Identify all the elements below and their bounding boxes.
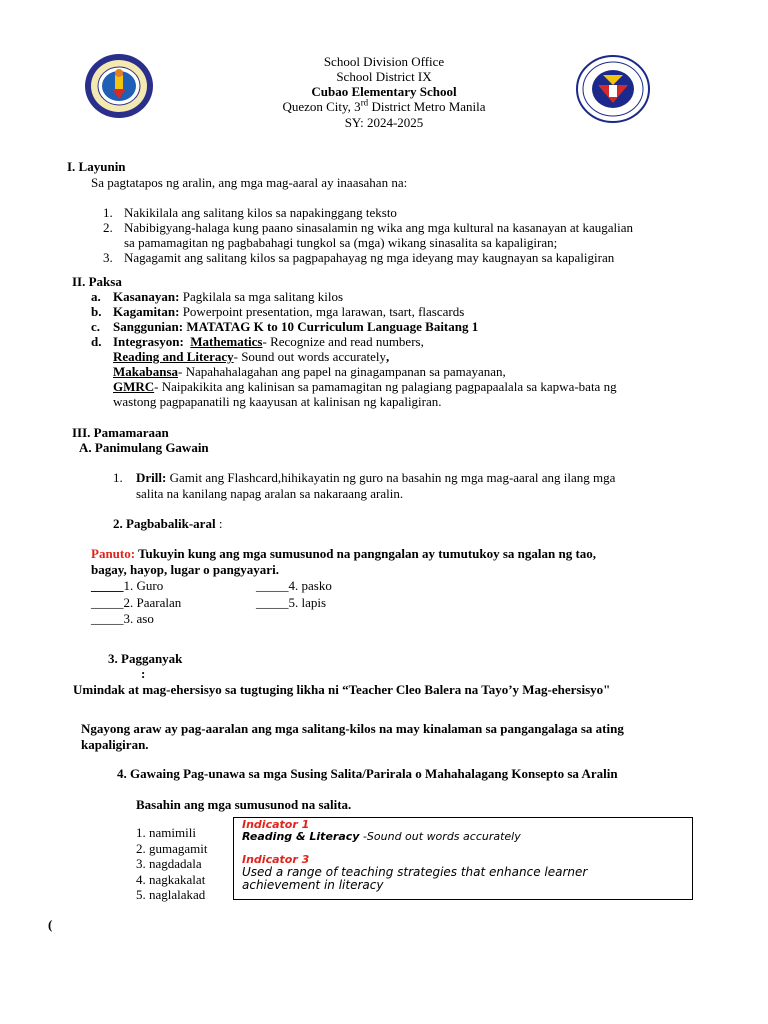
layunin-item-text: Nagagamit ang salitang kilos sa pagpapahayag ng mga ideyang may kaugnayan sa kapaligiran bbox=[124, 250, 615, 265]
layunin-item-text: Nabibigyang-halaga kung paano sinasalamin ng wika ang mga kultural na kasanayan at kaugalian bbox=[124, 220, 633, 235]
layunin-item-number: 3. bbox=[103, 250, 113, 265]
ngayong-text-cont: kapaligiran. bbox=[81, 737, 149, 752]
answer-item-pasko: _____4. pasko bbox=[256, 578, 332, 593]
paksa-sanggunian: Sanggunian: MATATAG K to 10 Curriculum Language Baitang 1 bbox=[113, 319, 479, 334]
pagganyak-colon: : bbox=[141, 666, 146, 681]
word-list-item: 2. gumagamit bbox=[136, 841, 208, 856]
paksa-integrasyon-reading: Reading and Literacy- Sound out words accurately, bbox=[113, 349, 390, 364]
answer-item-lapis: _____5. lapis bbox=[256, 595, 327, 610]
drill-text: Drill: Gamit ang Flashcard,hihikayatin ng guro na basahin ng mga mag-aaral ang ilang mga bbox=[136, 470, 616, 485]
paksa-b-label: b. bbox=[91, 304, 102, 319]
word-list-item: 5. naglalakad bbox=[136, 887, 206, 902]
indicator-1-text: Reading & Literacy -Sound out words accurately bbox=[242, 830, 521, 843]
panimulang-gawain-heading: A. Panimulang Gawain bbox=[79, 440, 209, 455]
panuto-instruction-cont: bagay, hayop, lugar o pangyayari. bbox=[91, 562, 279, 577]
stray-parenthesis: ( bbox=[48, 917, 53, 932]
section-paksa-heading: II. Paksa bbox=[72, 274, 122, 289]
header-school-year: SY: 2024-2025 bbox=[344, 115, 424, 130]
header-school-name: Cubao Elementary School bbox=[311, 84, 457, 99]
pagganyak-heading: 3. Pagganyak bbox=[108, 651, 183, 666]
indicator-box bbox=[233, 817, 693, 900]
layunin-item-text: Nakikilala ang salitang kilos sa napakinggang teksto bbox=[124, 205, 397, 220]
drill-number: 1. bbox=[113, 470, 123, 485]
paksa-kagamitan: Kagamitan: Powerpoint presentation, mga larawan, tsart, flascards bbox=[113, 304, 465, 319]
answer-item-guro: _____1. Guro bbox=[91, 578, 164, 593]
paksa-integrasyon-gmrc: GMRC- Naipakikita ang kalinisan sa pamamagitan ng palagiang pagpapaalala sa kapwa-bata ng bbox=[113, 379, 617, 394]
answer-item-paaralan: _____2. Paaralan bbox=[91, 595, 182, 610]
layunin-item-number: 1. bbox=[103, 205, 113, 220]
header-district: School District IX bbox=[336, 69, 432, 84]
paksa-integrasyon-makabansa: Makabansa- Napahahalagahan ang papel na ginagampanan sa pamayanan, bbox=[113, 364, 506, 379]
drill-text-cont: salita na kanilang napag aralan sa nakaraang aralin. bbox=[136, 486, 404, 501]
paksa-kasanayan: Kasanayan: Pagkilala sa mga salitang kilos bbox=[113, 289, 344, 304]
layunin-intro: Sa pagtatapos ng aralin, ang mga mag-aaral ay inaasahan na: bbox=[91, 175, 408, 190]
paksa-integrasyon-math: Integrasyon: Mathematics- Recognize and read numbers, bbox=[113, 334, 424, 349]
word-list-item: 3. nagdadala bbox=[136, 856, 202, 871]
word-list-item: 4. nagkakalat bbox=[136, 872, 206, 887]
layunin-item-text-cont: sa pamamagitan ng pagbabahagi tungkol sa (mga) wikang sinasalita sa kapaligiran; bbox=[124, 235, 558, 250]
layunin-item-number: 2. bbox=[103, 220, 113, 235]
indicator-3-title: Indicator 3 bbox=[242, 853, 310, 866]
umindak-text: Umindak at mag-ehersisyo sa tugtuging likha ni “Teacher Cleo Balera na Tayo’y Mag-ehersisyo" bbox=[73, 682, 611, 697]
indicator-1-title: Indicator 1 bbox=[242, 818, 310, 831]
word-list-item: 1. namimili bbox=[136, 825, 196, 840]
section-pamamaraan-heading: III. Pamamaraan bbox=[72, 425, 169, 440]
gawain-4-heading: 4. Gawaing Pag-unawa sa mga Susing Salita/Parirala o Mahahalagang Konsepto sa Aralin bbox=[117, 766, 618, 781]
pagbabalik-aral-heading: 2. Pagbabalik-aral : bbox=[113, 516, 223, 531]
answer-item-aso: _____3. aso bbox=[91, 611, 154, 626]
paksa-a-label: a. bbox=[91, 289, 101, 304]
indicator-3-text-cont: achievement in literacy bbox=[242, 878, 384, 892]
ngayong-text: Ngayong araw ay pag-aaralan ang mga salitang-kilos na may kinalaman sa pangangalaga sa ating bbox=[81, 721, 624, 736]
header-division-office: School Division Office bbox=[323, 54, 445, 69]
panuto-instruction: Panuto: Tukuyin kung ang mga sumusunod na pangngalan ay tumutukoy sa ngalan ng tao, bbox=[91, 546, 597, 561]
basahin-instruction: Basahin ang mga sumusunod na salita. bbox=[136, 797, 352, 812]
paksa-integrasyon-gmrc-cont: wastong pagpapanatili ng kaayusan at kalinisan ng kapaligiran. bbox=[113, 394, 442, 409]
indicator-3-text: Used a range of teaching strategies that enhance learner bbox=[242, 865, 588, 879]
section-layunin-heading: I. Layunin bbox=[67, 159, 126, 174]
paksa-c-label: c. bbox=[91, 319, 101, 334]
paksa-d-label: d. bbox=[91, 334, 102, 349]
header-address: Quezon City, 3rd District Metro Manila bbox=[282, 97, 486, 114]
